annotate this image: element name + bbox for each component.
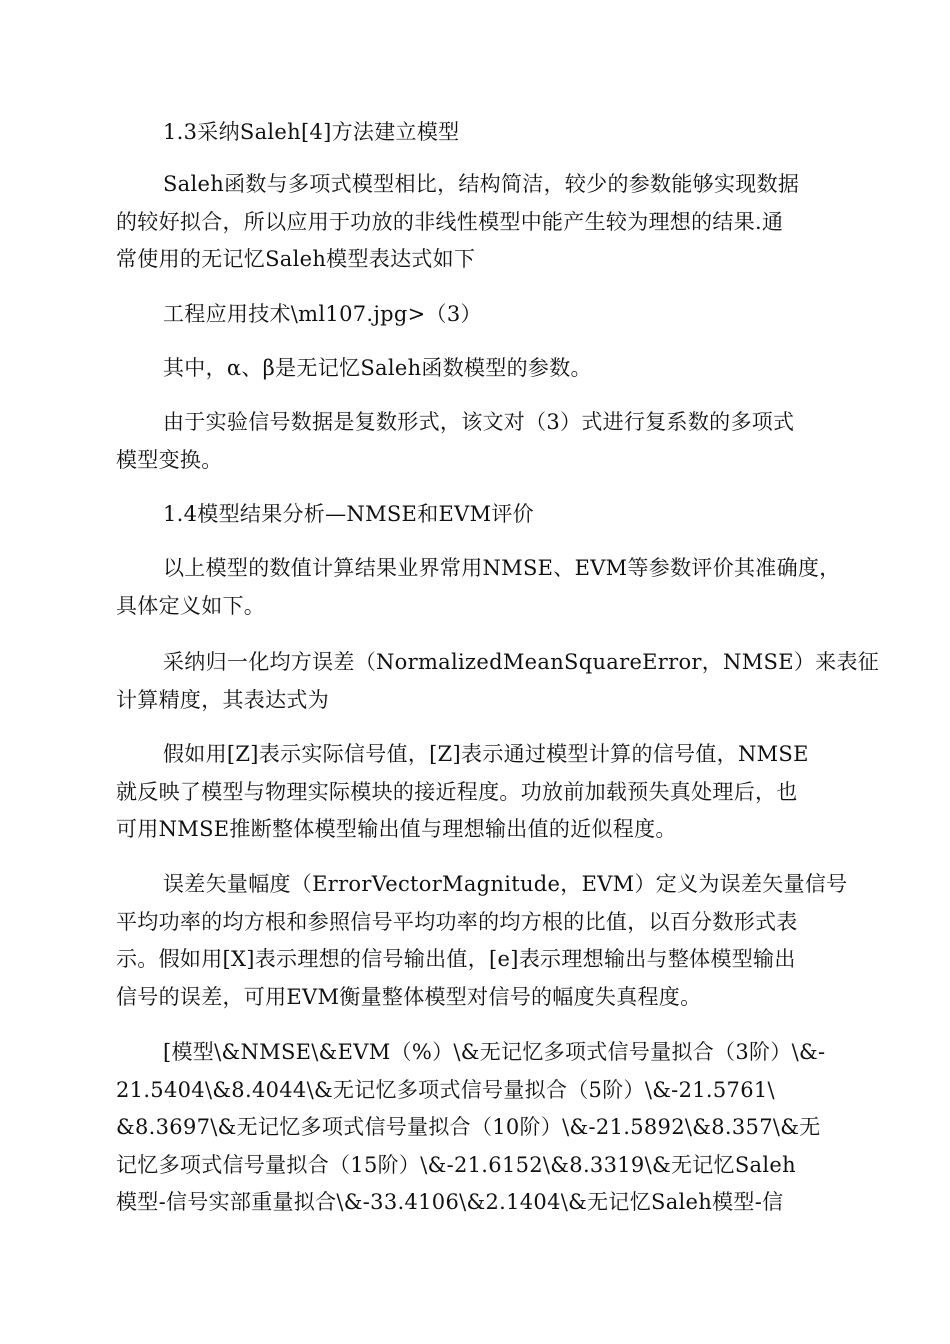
text-line: Saleh函数与多项式模型相比，结构简洁，较少的参数能够实现数据	[163, 172, 800, 196]
text-line: 以上模型的数值计算结果业界常用NMSE、EVM等参数评价其准确度，	[163, 556, 841, 580]
text-line: [模型\&NMSE\&EVM（%）\&无记忆多项式信号量拟合（3阶）\&-	[163, 1040, 826, 1064]
formula-text: 工程应用技术\ml107.jpg>（3）	[163, 302, 482, 326]
text-line: 具体定义如下。	[116, 593, 266, 618]
text-line: 采纳归一化均方误差（NormalizedMeanSquareError，NMSE）来表征	[163, 650, 880, 674]
text-line: 误差矢量幅度（ErrorVectorMagnitude，EVM）定义为误差矢量信号	[163, 872, 848, 896]
heading-text: 1.4模型结果分析—NMSE和EVM评价	[163, 502, 534, 526]
heading-text: 1.3采纳Saleh[4]方法建立模型	[163, 120, 460, 144]
paragraph-evm-definition	[116, 866, 848, 1016]
text-line: 21.5404\&8.4044\&无记忆多项式信号量拟合（5阶）\&-21.5761\	[116, 1077, 775, 1102]
text-line: 假如用[Z]表示实际信号值，[Z]表示通过模型计算的信号值，NMSE	[163, 742, 809, 766]
text-line: 模型-信号实部重量拟合\&-33.4106\&2.1404\&无记忆Saleh模型-信	[116, 1190, 784, 1214]
text-line: 常使用的无记忆Saleh模型表达式如下	[116, 247, 476, 271]
paragraph-parameters	[116, 350, 836, 388]
text-line: 平均功率的均方根和参照信号平均功率的均方根的比值，以百分数形式表	[116, 909, 798, 934]
text-line: 的较好拟合，所以应用于功放的非线性模型中能产生较为理想的结果.通	[116, 209, 784, 234]
text-line: 由于实验信号数据是复数形式，该文对（3）式进行复系数的多项式	[163, 410, 795, 434]
section-heading-1-3	[116, 114, 836, 152]
text-line: 可用NMSE推断整体模型输出值与理想输出值的近似程度。	[116, 817, 677, 841]
paragraph-nmse-definition	[116, 644, 880, 719]
text-line: 就反映了模型与物理实际模块的接近程度。功放前加载预失真处理后，也	[116, 779, 798, 804]
text-line: 记忆多项式信号量拟合（15阶）\&-21.6152\&8.3319\&无记忆Saleh	[116, 1152, 796, 1177]
paragraph-complex-transform	[116, 404, 836, 479]
text-line: 信号的误差，可用EVM衡量整体模型对信号的幅度失真程度。	[116, 984, 702, 1009]
paragraph-saleh-intro	[116, 166, 836, 279]
text-line: 示。假如用[X]表示理想的信号输出值，[e]表示理想输出与整体模型输出	[116, 947, 796, 971]
text-line: &8.3697\&无记忆多项式信号量拟合（10阶）\&-21.5892\&8.357\&无	[116, 1115, 821, 1139]
paragraph-evaluation-intro	[116, 550, 841, 625]
text-line: 其中，α、β是无记忆Saleh函数模型的参数。	[163, 356, 592, 380]
text-line: 计算精度，其表达式为	[116, 687, 329, 712]
section-heading-1-4	[116, 496, 836, 534]
text-line: 模型变换。	[116, 447, 223, 472]
paragraph-nmse-explanation	[116, 736, 836, 849]
formula-reference	[116, 296, 836, 334]
paragraph-results-table-raw	[116, 1034, 836, 1222]
